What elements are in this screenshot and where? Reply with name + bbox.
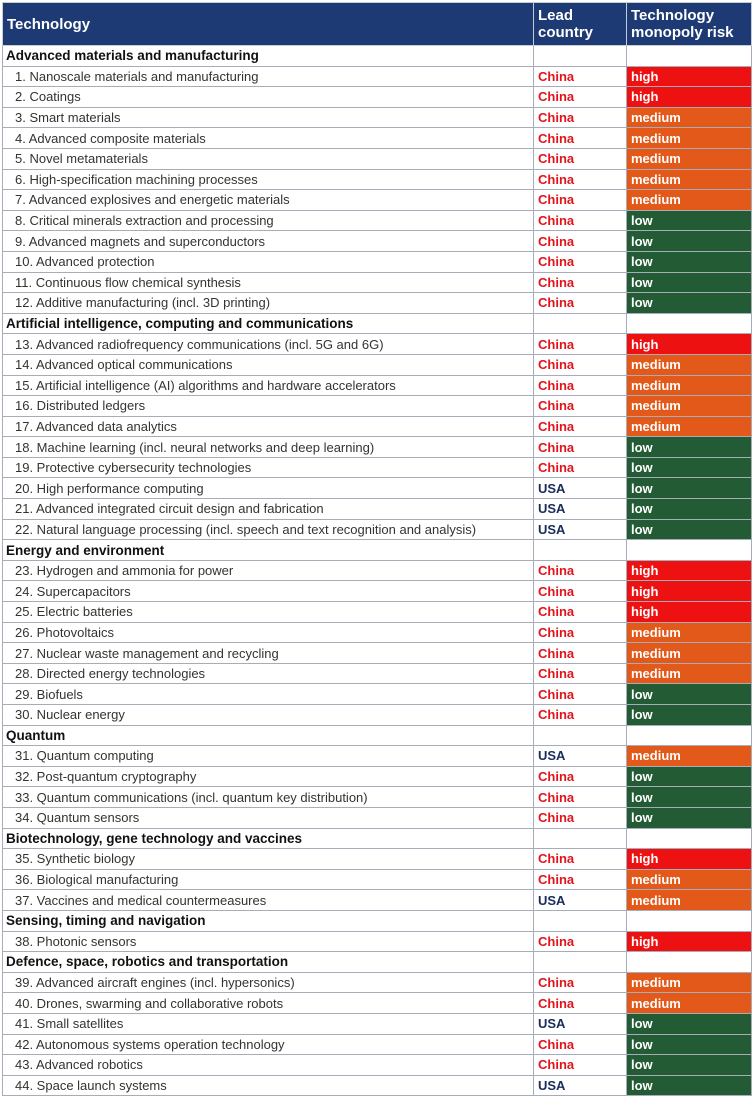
table-row bbox=[3, 478, 752, 499]
technology-name: 34. Quantum sensors bbox=[3, 807, 534, 828]
category-label: Energy and environment bbox=[3, 540, 534, 561]
table-row bbox=[3, 622, 752, 643]
lead-country: China bbox=[534, 787, 627, 808]
technology-name: 32. Post-quantum cryptography bbox=[3, 766, 534, 787]
table-row bbox=[3, 931, 752, 952]
risk-badge: low bbox=[627, 1034, 752, 1055]
technology-name: 10. Advanced protection bbox=[3, 251, 534, 272]
technology-name: 7. Advanced explosives and energetic materials bbox=[3, 190, 534, 211]
technology-name: 28. Directed energy technologies bbox=[3, 663, 534, 684]
risk-badge: high bbox=[627, 560, 752, 581]
lead-country: China bbox=[534, 602, 627, 623]
empty-cell bbox=[534, 46, 627, 67]
category-row bbox=[3, 313, 752, 334]
risk-badge: medium bbox=[627, 993, 752, 1014]
lead-country: China bbox=[534, 66, 627, 87]
lead-country: China bbox=[534, 705, 627, 726]
table-row bbox=[3, 293, 752, 314]
category-label: Advanced materials and manufacturing bbox=[3, 46, 534, 67]
lead-country: China bbox=[534, 931, 627, 952]
empty-cell bbox=[534, 725, 627, 746]
technology-name: 11. Continuous flow chemical synthesis bbox=[3, 272, 534, 293]
risk-badge: high bbox=[627, 931, 752, 952]
table-row bbox=[3, 1034, 752, 1055]
lead-country: China bbox=[534, 416, 627, 437]
table-row bbox=[3, 251, 752, 272]
risk-badge: low bbox=[627, 457, 752, 478]
table-row bbox=[3, 787, 752, 808]
technology-name: 31. Quantum computing bbox=[3, 746, 534, 767]
technology-name: 44. Space launch systems bbox=[3, 1075, 534, 1096]
technology-table bbox=[2, 2, 752, 1096]
lead-country: China bbox=[534, 148, 627, 169]
empty-cell bbox=[627, 313, 752, 334]
technology-name: 8. Critical minerals extraction and processing bbox=[3, 210, 534, 231]
technology-name: 2. Coatings bbox=[3, 87, 534, 108]
risk-badge: low bbox=[627, 684, 752, 705]
risk-badge: medium bbox=[627, 128, 752, 149]
lead-country: China bbox=[534, 1034, 627, 1055]
risk-badge: medium bbox=[627, 622, 752, 643]
table-row bbox=[3, 869, 752, 890]
table-row bbox=[3, 334, 752, 355]
risk-badge: high bbox=[627, 66, 752, 87]
risk-badge: high bbox=[627, 334, 752, 355]
risk-badge: medium bbox=[627, 663, 752, 684]
technology-name: 14. Advanced optical communications bbox=[3, 354, 534, 375]
empty-cell bbox=[534, 313, 627, 334]
risk-badge: low bbox=[627, 499, 752, 520]
risk-badge: low bbox=[627, 1055, 752, 1076]
risk-badge: high bbox=[627, 602, 752, 623]
lead-country: China bbox=[534, 766, 627, 787]
lead-country: China bbox=[534, 807, 627, 828]
technology-name: 27. Nuclear waste management and recycling bbox=[3, 643, 534, 664]
lead-country: China bbox=[534, 437, 627, 458]
table-row bbox=[3, 354, 752, 375]
risk-badge: high bbox=[627, 581, 752, 602]
table-row bbox=[3, 499, 752, 520]
risk-badge: low bbox=[627, 807, 752, 828]
technology-name: 30. Nuclear energy bbox=[3, 705, 534, 726]
technology-name: 41. Small satellites bbox=[3, 1013, 534, 1034]
table-row bbox=[3, 581, 752, 602]
risk-badge: low bbox=[627, 478, 752, 499]
category-row bbox=[3, 828, 752, 849]
risk-badge: low bbox=[627, 210, 752, 231]
risk-badge: low bbox=[627, 766, 752, 787]
lead-country: China bbox=[534, 87, 627, 108]
risk-badge: low bbox=[627, 293, 752, 314]
lead-country: China bbox=[534, 849, 627, 870]
header-row bbox=[3, 3, 752, 46]
category-label: Quantum bbox=[3, 725, 534, 746]
empty-cell bbox=[627, 910, 752, 931]
lead-country: China bbox=[534, 972, 627, 993]
lead-country: China bbox=[534, 251, 627, 272]
risk-badge: low bbox=[627, 787, 752, 808]
lead-country: China bbox=[534, 457, 627, 478]
lead-country: China bbox=[534, 581, 627, 602]
table-row bbox=[3, 272, 752, 293]
table-row bbox=[3, 375, 752, 396]
table-row bbox=[3, 560, 752, 581]
table-row bbox=[3, 746, 752, 767]
empty-cell bbox=[627, 725, 752, 746]
technology-name: 21. Advanced integrated circuit design and fabrication bbox=[3, 499, 534, 520]
table-body bbox=[3, 46, 752, 1096]
risk-badge: medium bbox=[627, 354, 752, 375]
technology-name: 12. Additive manufacturing (incl. 3D printing) bbox=[3, 293, 534, 314]
lead-country: China bbox=[534, 190, 627, 211]
risk-badge: medium bbox=[627, 169, 752, 190]
risk-badge: medium bbox=[627, 107, 752, 128]
technology-name: 36. Biological manufacturing bbox=[3, 869, 534, 890]
lead-country: China bbox=[534, 560, 627, 581]
table-row bbox=[3, 66, 752, 87]
technology-name: 29. Biofuels bbox=[3, 684, 534, 705]
table-row bbox=[3, 993, 752, 1014]
header-technology: Technology bbox=[3, 3, 534, 46]
technology-name: 4. Advanced composite materials bbox=[3, 128, 534, 149]
technology-name: 26. Photovoltaics bbox=[3, 622, 534, 643]
empty-cell bbox=[627, 952, 752, 973]
lead-country: China bbox=[534, 396, 627, 417]
lead-country: China bbox=[534, 663, 627, 684]
technology-name: 15. Artificial intelligence (AI) algorithms and hardware accelerators bbox=[3, 375, 534, 396]
technology-name: 18. Machine learning (incl. neural networks and deep learning) bbox=[3, 437, 534, 458]
risk-badge: medium bbox=[627, 869, 752, 890]
empty-cell bbox=[627, 46, 752, 67]
risk-badge: medium bbox=[627, 190, 752, 211]
lead-country: China bbox=[534, 1055, 627, 1076]
table-row bbox=[3, 437, 752, 458]
technology-name: 25. Electric batteries bbox=[3, 602, 534, 623]
table-row bbox=[3, 643, 752, 664]
technology-name: 35. Synthetic biology bbox=[3, 849, 534, 870]
table-row bbox=[3, 231, 752, 252]
lead-country: China bbox=[534, 334, 627, 355]
technology-name: 40. Drones, swarming and collaborative robots bbox=[3, 993, 534, 1014]
risk-badge: low bbox=[627, 1013, 752, 1034]
technology-name: 22. Natural language processing (incl. speech and text recognition and analysis) bbox=[3, 519, 534, 540]
technology-name: 19. Protective cybersecurity technologies bbox=[3, 457, 534, 478]
table-row bbox=[3, 684, 752, 705]
table-row bbox=[3, 1013, 752, 1034]
table-row bbox=[3, 602, 752, 623]
table-row bbox=[3, 890, 752, 911]
category-row bbox=[3, 540, 752, 561]
table-row bbox=[3, 1075, 752, 1096]
risk-badge: medium bbox=[627, 890, 752, 911]
lead-country: USA bbox=[534, 478, 627, 499]
technology-name: 1. Nanoscale materials and manufacturing bbox=[3, 66, 534, 87]
technology-name: 20. High performance computing bbox=[3, 478, 534, 499]
lead-country: China bbox=[534, 210, 627, 231]
risk-badge: medium bbox=[627, 416, 752, 437]
lead-country: China bbox=[534, 293, 627, 314]
risk-badge: low bbox=[627, 437, 752, 458]
risk-badge: medium bbox=[627, 396, 752, 417]
table-row bbox=[3, 519, 752, 540]
table-row bbox=[3, 210, 752, 231]
lead-country: USA bbox=[534, 519, 627, 540]
lead-country: China bbox=[534, 354, 627, 375]
technology-name: 33. Quantum communications (incl. quantum key distribution) bbox=[3, 787, 534, 808]
empty-cell bbox=[627, 540, 752, 561]
technology-name: 16. Distributed ledgers bbox=[3, 396, 534, 417]
technology-name: 23. Hydrogen and ammonia for power bbox=[3, 560, 534, 581]
table-row bbox=[3, 128, 752, 149]
table-row bbox=[3, 87, 752, 108]
risk-badge: low bbox=[627, 272, 752, 293]
lead-country: USA bbox=[534, 499, 627, 520]
technology-name: 43. Advanced robotics bbox=[3, 1055, 534, 1076]
technology-name: 37. Vaccines and medical countermeasures bbox=[3, 890, 534, 911]
category-label: Artificial intelligence, computing and communications bbox=[3, 313, 534, 334]
table-row bbox=[3, 416, 752, 437]
lead-country: China bbox=[534, 643, 627, 664]
category-row bbox=[3, 725, 752, 746]
category-label: Sensing, timing and navigation bbox=[3, 910, 534, 931]
risk-badge: low bbox=[627, 251, 752, 272]
category-label: Biotechnology, gene technology and vaccines bbox=[3, 828, 534, 849]
category-row bbox=[3, 952, 752, 973]
lead-country: USA bbox=[534, 1013, 627, 1034]
risk-badge: low bbox=[627, 705, 752, 726]
risk-badge: low bbox=[627, 519, 752, 540]
table-row bbox=[3, 849, 752, 870]
technology-name: 5. Novel metamaterials bbox=[3, 148, 534, 169]
risk-badge: high bbox=[627, 87, 752, 108]
header-monopoly-risk: Technology monopoly risk bbox=[627, 3, 752, 46]
table-row bbox=[3, 705, 752, 726]
risk-badge: medium bbox=[627, 972, 752, 993]
lead-country: China bbox=[534, 993, 627, 1014]
table-row bbox=[3, 663, 752, 684]
lead-country: China bbox=[534, 622, 627, 643]
empty-cell bbox=[534, 540, 627, 561]
technology-name: 39. Advanced aircraft engines (incl. hypersonics) bbox=[3, 972, 534, 993]
technology-name: 6. High-specification machining processes bbox=[3, 169, 534, 190]
lead-country: China bbox=[534, 375, 627, 396]
lead-country: USA bbox=[534, 890, 627, 911]
technology-name: 38. Photonic sensors bbox=[3, 931, 534, 952]
risk-badge: low bbox=[627, 1075, 752, 1096]
category-label: Defence, space, robotics and transportation bbox=[3, 952, 534, 973]
lead-country: China bbox=[534, 128, 627, 149]
risk-badge: medium bbox=[627, 375, 752, 396]
category-row bbox=[3, 910, 752, 931]
empty-cell bbox=[534, 910, 627, 931]
lead-country: China bbox=[534, 169, 627, 190]
empty-cell bbox=[627, 828, 752, 849]
risk-badge: medium bbox=[627, 643, 752, 664]
risk-badge: medium bbox=[627, 148, 752, 169]
lead-country: China bbox=[534, 869, 627, 890]
table-row bbox=[3, 1055, 752, 1076]
empty-cell bbox=[534, 828, 627, 849]
table-row bbox=[3, 396, 752, 417]
table-row bbox=[3, 766, 752, 787]
header-lead-country: Lead country bbox=[534, 3, 627, 46]
technology-name: 17. Advanced data analytics bbox=[3, 416, 534, 437]
technology-name: 13. Advanced radiofrequency communications (incl. 5G and 6G) bbox=[3, 334, 534, 355]
lead-country: China bbox=[534, 231, 627, 252]
table-row bbox=[3, 972, 752, 993]
technology-name: 42. Autonomous systems operation technology bbox=[3, 1034, 534, 1055]
table-row bbox=[3, 190, 752, 211]
table-row bbox=[3, 807, 752, 828]
technology-name: 9. Advanced magnets and superconductors bbox=[3, 231, 534, 252]
risk-badge: high bbox=[627, 849, 752, 870]
risk-badge: low bbox=[627, 231, 752, 252]
lead-country: USA bbox=[534, 746, 627, 767]
technology-name: 24. Supercapacitors bbox=[3, 581, 534, 602]
table-row bbox=[3, 457, 752, 478]
lead-country: China bbox=[534, 684, 627, 705]
lead-country: USA bbox=[534, 1075, 627, 1096]
table-row bbox=[3, 148, 752, 169]
lead-country: China bbox=[534, 107, 627, 128]
category-row bbox=[3, 46, 752, 67]
lead-country: China bbox=[534, 272, 627, 293]
risk-badge: medium bbox=[627, 746, 752, 767]
technology-name: 3. Smart materials bbox=[3, 107, 534, 128]
table-row bbox=[3, 107, 752, 128]
table-row bbox=[3, 169, 752, 190]
empty-cell bbox=[534, 952, 627, 973]
